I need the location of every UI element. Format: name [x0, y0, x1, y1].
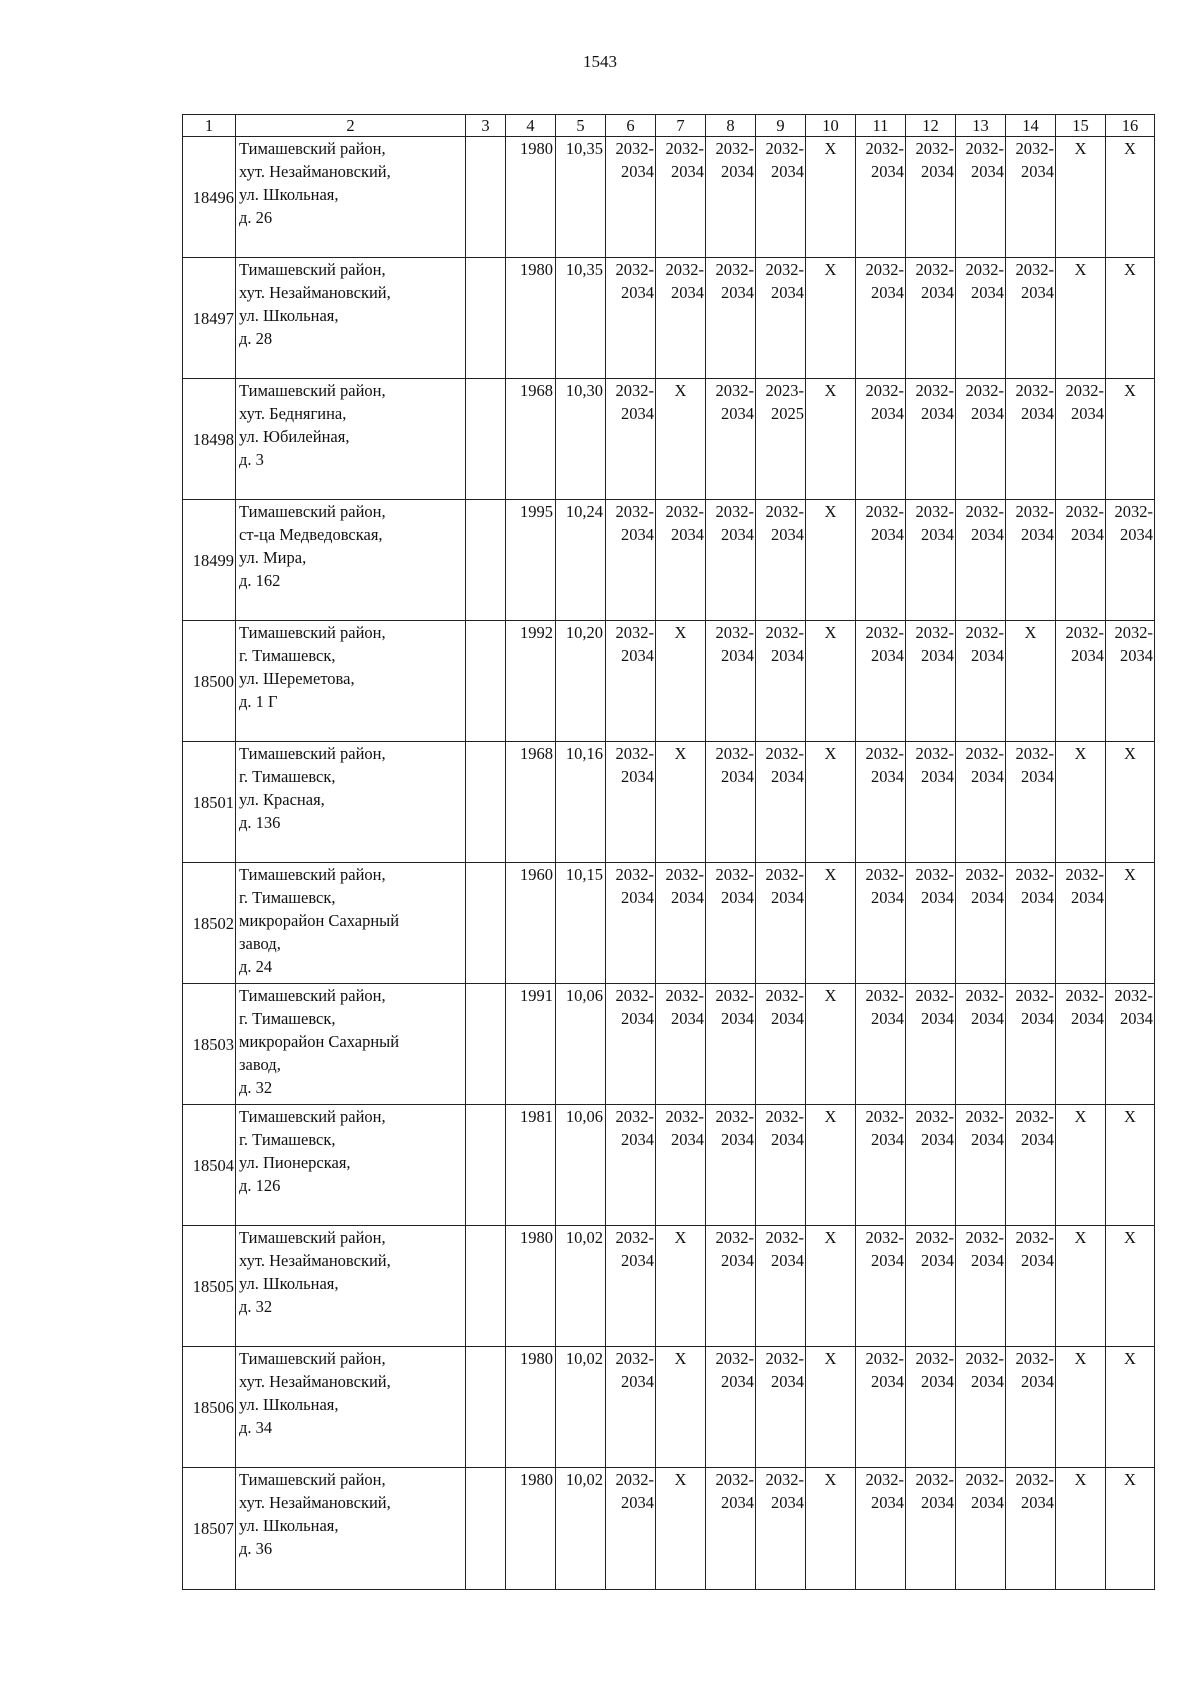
address-line: Тимашевский район,	[239, 1349, 386, 1368]
period-cell: 2032-2034	[1006, 1468, 1056, 1590]
value-cell: 10,06	[556, 984, 606, 1105]
value-cell: 10,35	[556, 258, 606, 379]
period-cell: 2032-2034	[956, 1105, 1006, 1226]
period-cell: 2032-2034	[706, 379, 756, 500]
period-cell: 2032-2034	[1006, 1105, 1056, 1226]
row-number: 18501	[183, 742, 236, 863]
not-applicable-cell: Х	[1056, 742, 1106, 863]
address-cell	[236, 742, 466, 863]
address-line: ул. Мира,	[239, 548, 307, 567]
period-cell: 2032-2034	[756, 1347, 806, 1468]
period-cell: 2032-2034	[756, 1468, 806, 1590]
row-number: 18499	[183, 500, 236, 621]
year-cell: 1991	[506, 984, 556, 1105]
period-cell: 2032-2034	[956, 137, 1006, 258]
table-row	[183, 137, 1155, 258]
period-cell: 2032-2034	[606, 1347, 656, 1468]
address-line: ул. Школьная,	[239, 185, 339, 204]
period-cell: 2032-2034	[906, 742, 956, 863]
table-row	[183, 1468, 1155, 1590]
period-cell: 2032-2034	[956, 1347, 1006, 1468]
table-row	[183, 984, 1155, 1105]
not-applicable-cell: Х	[1106, 742, 1155, 863]
col3-cell	[466, 137, 506, 258]
period-cell: 2032-2034	[706, 984, 756, 1105]
period-cell: 2032-2034	[606, 742, 656, 863]
column-header: 11	[856, 115, 906, 137]
column-number-header	[183, 115, 1155, 137]
column-header: 6	[606, 115, 656, 137]
column-header: 7	[656, 115, 706, 137]
address-line: д. 1 Г	[239, 692, 278, 711]
not-applicable-cell: Х	[1106, 1105, 1155, 1226]
period-cell: 2032-2034	[706, 1105, 756, 1226]
period-cell: 2032-2034	[706, 258, 756, 379]
period-cell: 2032-2034	[606, 863, 656, 984]
period-cell: 2032-2034	[606, 258, 656, 379]
period-cell: 2032-2034	[856, 863, 906, 984]
address-line: ул. Шереметова,	[239, 669, 355, 688]
period-cell: 2032-2034	[856, 1468, 906, 1590]
address-line: г. Тимашевск,	[239, 646, 336, 665]
not-applicable-cell: Х	[806, 1226, 856, 1347]
address-line: Тимашевский район,	[239, 623, 386, 642]
period-cell: 2032-2034	[1006, 863, 1056, 984]
address-line: д. 162	[239, 571, 281, 590]
not-applicable-cell: Х	[1056, 1226, 1106, 1347]
table-row	[183, 621, 1155, 742]
period-cell: 2032-2034	[956, 1468, 1006, 1590]
col3-cell	[466, 621, 506, 742]
period-cell: 2032-2034	[1006, 379, 1056, 500]
column-header: 13	[956, 115, 1006, 137]
not-applicable-cell: Х	[1106, 1468, 1155, 1590]
period-cell: 2032-2034	[906, 1468, 956, 1590]
period-cell: 2032-2034	[756, 863, 806, 984]
period-cell: 2032-2034	[756, 500, 806, 621]
period-cell: 2032-2034	[856, 1105, 906, 1226]
address-line: ул. Школьная,	[239, 1516, 339, 1535]
not-applicable-cell: Х	[806, 984, 856, 1105]
period-cell: 2032-2034	[856, 621, 906, 742]
year-cell: 1980	[506, 137, 556, 258]
period-cell: 2032-2034	[1056, 621, 1106, 742]
period-cell: 2032-2034	[1006, 500, 1056, 621]
period-cell: 2032-2034	[756, 137, 806, 258]
col3-cell	[466, 1226, 506, 1347]
period-cell: 2032-2034	[656, 863, 706, 984]
column-header: 10	[806, 115, 856, 137]
column-header: 16	[1106, 115, 1155, 137]
column-header: 9	[756, 115, 806, 137]
registry-table	[182, 114, 1155, 1590]
address-cell	[236, 984, 466, 1105]
period-cell: 2032-2034	[906, 1105, 956, 1226]
address-line: ул. Школьная,	[239, 1395, 339, 1414]
period-cell: 2032-2034	[956, 500, 1006, 621]
period-cell: 2032-2034	[606, 1105, 656, 1226]
not-applicable-cell: Х	[1106, 258, 1155, 379]
address-line: Тимашевский район,	[239, 865, 386, 884]
address-line: хут. Незаймановский,	[239, 283, 391, 302]
value-cell: 10,30	[556, 379, 606, 500]
row-number: 18502	[183, 863, 236, 984]
row-number: 18500	[183, 621, 236, 742]
period-cell: 2032-2034	[606, 379, 656, 500]
address-line: г. Тимашевск,	[239, 1009, 336, 1028]
not-applicable-cell: Х	[806, 1105, 856, 1226]
table-row	[183, 1105, 1155, 1226]
period-cell: 2032-2034	[956, 258, 1006, 379]
period-cell: 2032-2034	[906, 1347, 956, 1468]
row-number: 18504	[183, 1105, 236, 1226]
period-cell: 2032-2034	[1006, 1226, 1056, 1347]
address-line: г. Тимашевск,	[239, 1130, 336, 1149]
address-cell	[236, 1105, 466, 1226]
year-cell: 1995	[506, 500, 556, 621]
period-cell: 2032-2034	[906, 621, 956, 742]
address-cell	[236, 1468, 466, 1590]
col3-cell	[466, 742, 506, 863]
not-applicable-cell: Х	[806, 1347, 856, 1468]
period-cell: 2032-2034	[1056, 863, 1106, 984]
year-cell: 1980	[506, 258, 556, 379]
period-cell: 2032-2034	[856, 137, 906, 258]
period-cell: 2032-2034	[656, 258, 706, 379]
period-cell: 2032-2034	[1006, 742, 1056, 863]
address-line: г. Тимашевск,	[239, 767, 336, 786]
col3-cell	[466, 500, 506, 621]
period-cell: 2032-2034	[756, 1226, 806, 1347]
address-line: ул. Красная,	[239, 790, 325, 809]
not-applicable-cell: Х	[1056, 137, 1106, 258]
address-line: Тимашевский район,	[239, 502, 386, 521]
period-cell: 2032-2034	[606, 1468, 656, 1590]
value-cell: 10,06	[556, 1105, 606, 1226]
address-line: хут. Беднягина,	[239, 404, 347, 423]
address-line: Тимашевский район,	[239, 260, 386, 279]
address-cell	[236, 1226, 466, 1347]
year-cell: 1980	[506, 1226, 556, 1347]
table-body	[183, 137, 1155, 1590]
not-applicable-cell: Х	[806, 863, 856, 984]
period-cell: 2032-2034	[706, 500, 756, 621]
not-applicable-cell: Х	[1056, 258, 1106, 379]
period-cell: 2032-2034	[606, 984, 656, 1105]
address-line: ул. Школьная,	[239, 1274, 339, 1293]
col3-cell	[466, 1347, 506, 1468]
period-cell: 2032-2034	[756, 258, 806, 379]
address-line: д. 36	[239, 1539, 273, 1558]
column-header: 15	[1056, 115, 1106, 137]
col3-cell	[466, 379, 506, 500]
column-header: 14	[1006, 115, 1056, 137]
row-number: 18506	[183, 1347, 236, 1468]
not-applicable-cell: Х	[656, 742, 706, 863]
address-line: ул. Пионерская,	[239, 1153, 351, 1172]
address-line: д. 32	[239, 1297, 273, 1316]
address-cell	[236, 863, 466, 984]
col3-cell	[466, 863, 506, 984]
value-cell: 10,16	[556, 742, 606, 863]
not-applicable-cell: Х	[1106, 379, 1155, 500]
value-cell: 10,35	[556, 137, 606, 258]
address-line: хут. Незаймановский,	[239, 1251, 391, 1270]
year-cell: 1968	[506, 379, 556, 500]
not-applicable-cell: Х	[1106, 137, 1155, 258]
period-cell: 2032-2034	[856, 1226, 906, 1347]
period-cell: 2032-2034	[1006, 137, 1056, 258]
not-applicable-cell: Х	[1106, 1226, 1155, 1347]
period-cell: 2032-2034	[1056, 984, 1106, 1105]
value-cell: 10,02	[556, 1347, 606, 1468]
value-cell: 10,15	[556, 863, 606, 984]
address-cell	[236, 258, 466, 379]
period-cell: 2032-2034	[606, 621, 656, 742]
period-cell: 2032-2034	[656, 1105, 706, 1226]
year-cell: 1980	[506, 1468, 556, 1590]
period-cell: 2032-2034	[656, 500, 706, 621]
period-cell: 2032-2034	[706, 1347, 756, 1468]
period-cell: 2032-2034	[706, 742, 756, 863]
period-cell: 2032-2034	[656, 137, 706, 258]
period-cell: 2032-2034	[856, 1347, 906, 1468]
period-cell: 2032-2034	[906, 863, 956, 984]
period-cell: 2032-2034	[706, 863, 756, 984]
not-applicable-cell: Х	[1106, 1347, 1155, 1468]
address-cell	[236, 137, 466, 258]
table-row	[183, 863, 1155, 984]
period-cell: 2032-2034	[1006, 258, 1056, 379]
row-number: 18496	[183, 137, 236, 258]
address-line: Тимашевский район,	[239, 1107, 386, 1126]
address-line: Тимашевский район,	[239, 1470, 386, 1489]
not-applicable-cell: Х	[806, 379, 856, 500]
address-line: ст-ца Медведовская,	[239, 525, 383, 544]
period-cell: 2032-2034	[906, 500, 956, 621]
period-cell: 2032-2034	[906, 984, 956, 1105]
period-cell: 2032-2034	[756, 742, 806, 863]
period-cell: 2032-2034	[906, 1226, 956, 1347]
period-cell: 2032-2034	[1106, 500, 1155, 621]
address-line: Тимашевский район,	[239, 139, 386, 158]
table-row	[183, 379, 1155, 500]
not-applicable-cell: Х	[1056, 1468, 1106, 1590]
period-cell: 2032-2034	[1056, 379, 1106, 500]
value-cell: 10,24	[556, 500, 606, 621]
row-number: 18505	[183, 1226, 236, 1347]
address-line: Тимашевский район,	[239, 381, 386, 400]
period-cell: 2032-2034	[956, 379, 1006, 500]
table-row	[183, 500, 1155, 621]
address-line: д. 34	[239, 1418, 273, 1437]
year-cell: 1981	[506, 1105, 556, 1226]
address-cell	[236, 621, 466, 742]
address-line: ул. Школьная,	[239, 306, 339, 325]
address-line: д. 28	[239, 329, 273, 348]
period-cell: 2032-2034	[856, 742, 906, 863]
period-cell: 2032-2034	[856, 379, 906, 500]
period-cell: 2032-2034	[906, 379, 956, 500]
column-header: 3	[466, 115, 506, 137]
year-cell: 1960	[506, 863, 556, 984]
period-cell: 2032-2034	[606, 137, 656, 258]
column-header: 8	[706, 115, 756, 137]
period-cell: 2032-2034	[656, 984, 706, 1105]
address-line: д. 136	[239, 813, 281, 832]
value-cell: 10,02	[556, 1468, 606, 1590]
table-row	[183, 742, 1155, 863]
address-line: д. 24	[239, 957, 273, 976]
address-line: микрорайон Сахарный	[239, 911, 400, 930]
address-line: ул. Юбилейная,	[239, 427, 350, 446]
period-cell: 2032-2034	[706, 1226, 756, 1347]
period-cell: 2032-2034	[606, 1226, 656, 1347]
row-number: 18498	[183, 379, 236, 500]
header-row	[183, 115, 1155, 137]
table-row	[183, 258, 1155, 379]
period-cell: 2032-2034	[856, 984, 906, 1105]
address-line: д. 26	[239, 208, 273, 227]
not-applicable-cell: Х	[806, 137, 856, 258]
address-line: Тимашевский район,	[239, 1228, 386, 1247]
not-applicable-cell: Х	[656, 1468, 706, 1590]
year-cell: 1980	[506, 1347, 556, 1468]
period-cell: 2032-2034	[906, 258, 956, 379]
not-applicable-cell: Х	[1056, 1105, 1106, 1226]
column-header: 2	[236, 115, 466, 137]
period-cell: 2032-2034	[1106, 621, 1155, 742]
row-number: 18507	[183, 1468, 236, 1590]
row-number: 18497	[183, 258, 236, 379]
period-cell: 2032-2034	[756, 984, 806, 1105]
period-cell: 2032-2034	[956, 621, 1006, 742]
table-row	[183, 1226, 1155, 1347]
year-cell: 1968	[506, 742, 556, 863]
address-cell	[236, 500, 466, 621]
column-header: 1	[183, 115, 236, 137]
not-applicable-cell: Х	[806, 1468, 856, 1590]
period-cell: 2032-2034	[706, 621, 756, 742]
address-line: г. Тимашевск,	[239, 888, 336, 907]
period-cell: 2032-2034	[756, 1105, 806, 1226]
address-line: завод,	[239, 1055, 281, 1074]
col3-cell	[466, 1468, 506, 1590]
value-cell: 10,20	[556, 621, 606, 742]
period-cell: 2032-2034	[956, 863, 1006, 984]
address-line: Тимашевский район,	[239, 986, 386, 1005]
address-line: микрорайон Сахарный	[239, 1032, 400, 1051]
page-number: 1543	[583, 52, 617, 71]
not-applicable-cell: Х	[656, 1226, 706, 1347]
address-line: Тимашевский район,	[239, 744, 386, 763]
address-line: д. 3	[239, 450, 264, 469]
row-number: 18503	[183, 984, 236, 1105]
period-cell: 2032-2034	[956, 984, 1006, 1105]
col3-cell	[466, 984, 506, 1105]
period-cell: 2032-2034	[856, 500, 906, 621]
not-applicable-cell: Х	[1006, 621, 1056, 742]
address-line: д. 126	[239, 1176, 281, 1195]
address-line: завод,	[239, 934, 281, 953]
col3-cell	[466, 258, 506, 379]
not-applicable-cell: Х	[806, 742, 856, 863]
not-applicable-cell: Х	[806, 621, 856, 742]
address-line: хут. Незаймановский,	[239, 162, 391, 181]
address-cell	[236, 1347, 466, 1468]
col3-cell	[466, 1105, 506, 1226]
column-header: 4	[506, 115, 556, 137]
not-applicable-cell: Х	[1056, 1347, 1106, 1468]
period-cell: 2032-2034	[606, 500, 656, 621]
address-line: хут. Незаймановский,	[239, 1372, 391, 1391]
column-header: 12	[906, 115, 956, 137]
not-applicable-cell: Х	[656, 1347, 706, 1468]
not-applicable-cell: Х	[656, 379, 706, 500]
period-cell: 2032-2034	[706, 1468, 756, 1590]
period-cell: 2032-2034	[956, 1226, 1006, 1347]
period-cell: 2032-2034	[956, 742, 1006, 863]
period-cell: 2032-2034	[1056, 500, 1106, 621]
period-cell: 2032-2034	[1106, 984, 1155, 1105]
not-applicable-cell: Х	[656, 621, 706, 742]
value-cell: 10,02	[556, 1226, 606, 1347]
address-line: д. 32	[239, 1078, 273, 1097]
table-row	[183, 1347, 1155, 1468]
not-applicable-cell: Х	[806, 500, 856, 621]
year-cell: 1992	[506, 621, 556, 742]
period-cell: 2032-2034	[756, 621, 806, 742]
period-cell: 2032-2034	[1006, 1347, 1056, 1468]
address-line: хут. Незаймановский,	[239, 1493, 391, 1512]
period-cell: 2032-2034	[906, 137, 956, 258]
period-cell: 2032-2034	[706, 137, 756, 258]
address-cell	[236, 379, 466, 500]
period-cell: 2032-2034	[856, 258, 906, 379]
period-cell: 2032-2034	[1006, 984, 1056, 1105]
not-applicable-cell: Х	[1106, 863, 1155, 984]
period-cell: 2023-2025	[756, 379, 806, 500]
column-header: 5	[556, 115, 606, 137]
not-applicable-cell: Х	[806, 258, 856, 379]
